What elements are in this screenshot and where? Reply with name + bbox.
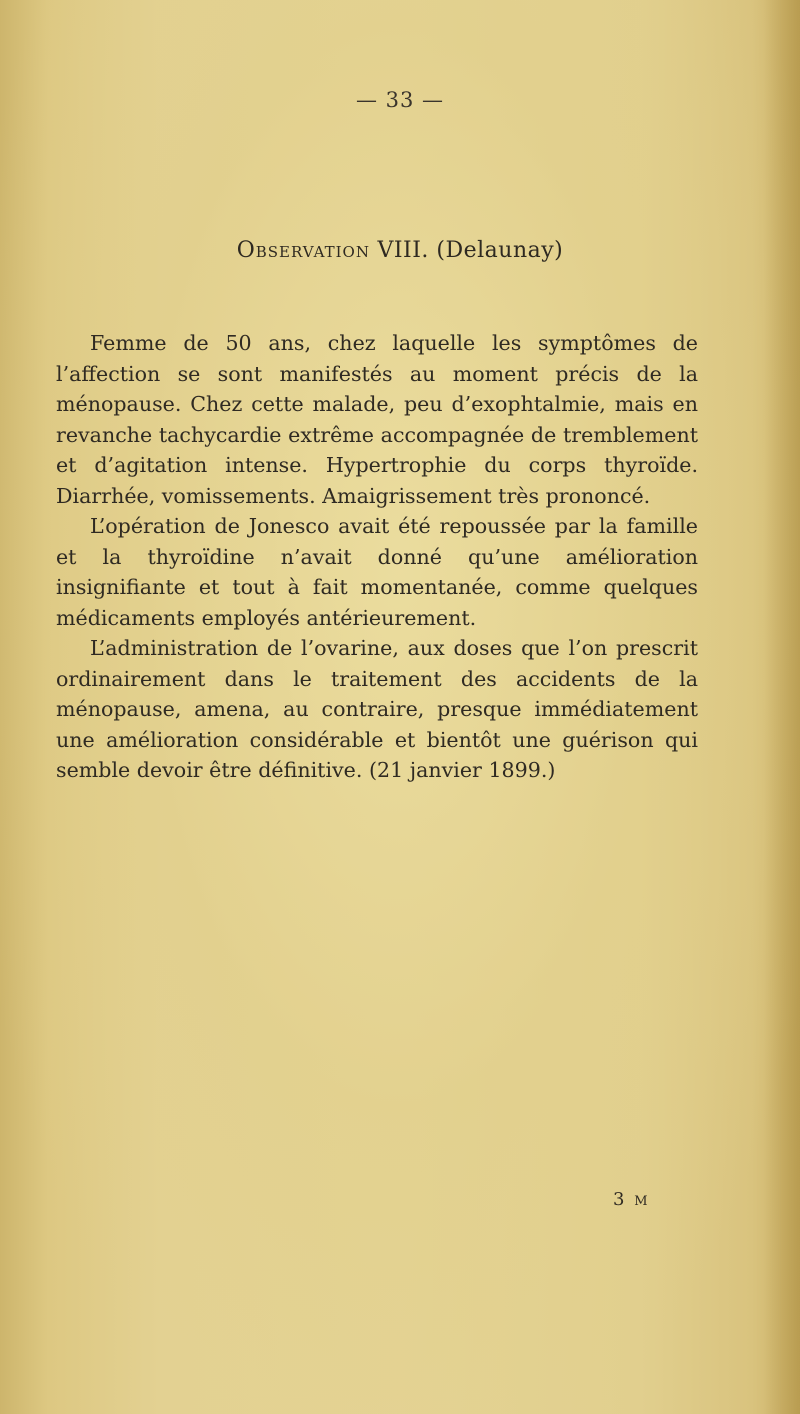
heading-roman-numeral: VIII. xyxy=(377,238,429,263)
signature-letter: M xyxy=(634,1194,649,1209)
printer-signature-mark xyxy=(613,1189,649,1210)
observation-body xyxy=(56,328,698,786)
heading-author: (Delaunay) xyxy=(436,238,564,263)
page-edge-shadow xyxy=(764,0,800,1414)
signature-number: 3 xyxy=(613,1189,627,1210)
heading-label: Observation xyxy=(236,238,370,263)
page-number: — 33 — xyxy=(355,88,445,112)
paragraph-ovarine-result: L’administration de l’ovarine, aux doses que l’on prescrit ordinairement dans le traitement des accidents de la ménopause, amena, au contraire, presque immédiatement une amélioration considérable et bientôt une guérison qui semble devoir être définitive. (21 janvier 1899.) xyxy=(56,636,698,782)
observation-heading xyxy=(0,238,800,263)
paragraph-prior-treatment: L’opération de Jonesco avait été repoussée par la famille et la thyroïdine n’avait donné qu’une amélioration insignifiante et tout à fait momentanée, comme quelques médicaments employés antérieurement. xyxy=(56,514,698,630)
paragraph-case-description: Femme de 50 ans, chez laquelle les symptômes de l’affection se sont manifestés au moment précis de la ménopause. Chez cette malade, peu d’exophtalmie, mais en revanche tachycardie extrême accompagnée de tremblement et d’agitation intense. Hypertrophie du corps thyroïde. Diarrhée, vomissements. Amaigrissement très prononcé. xyxy=(56,331,698,508)
